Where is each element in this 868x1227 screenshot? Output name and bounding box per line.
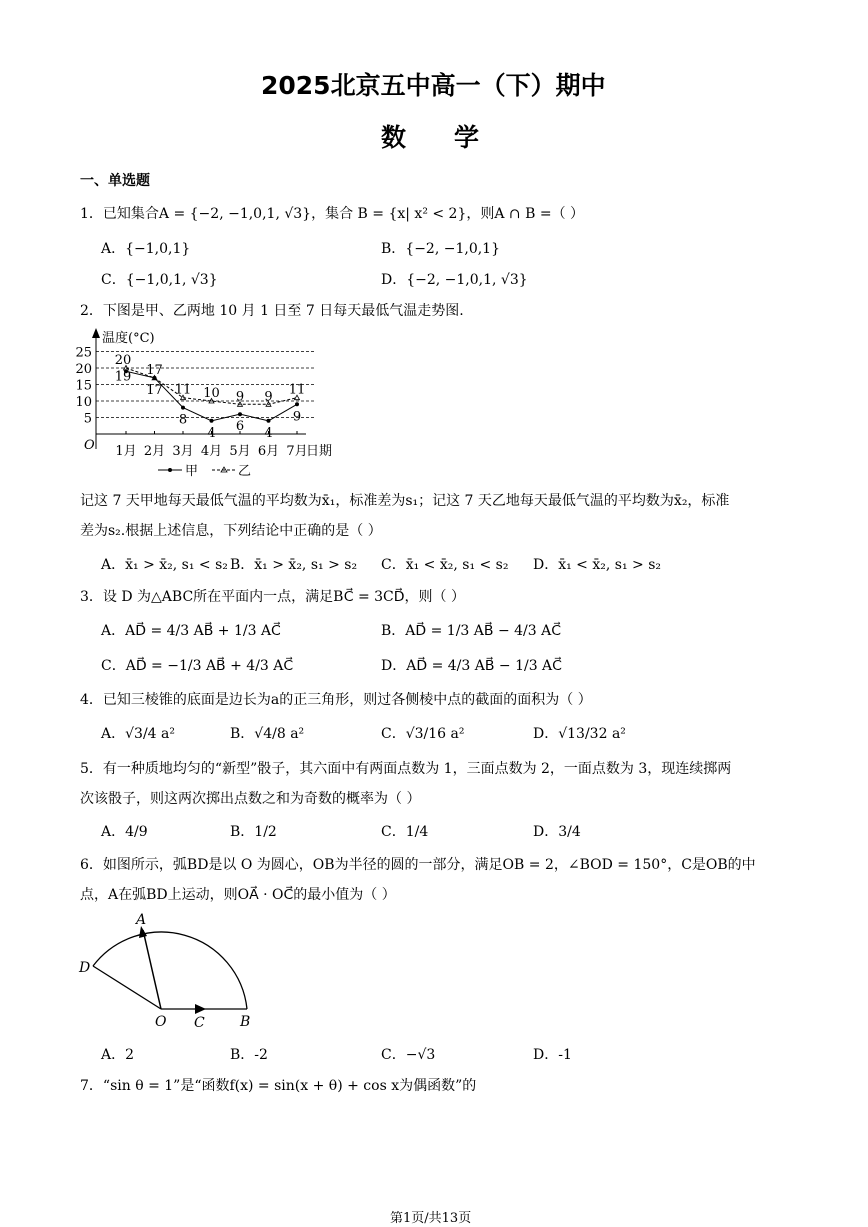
y-tick-label: 5 xyxy=(83,411,92,427)
vector-oc-arrow-icon xyxy=(195,1004,206,1014)
data-point-jia xyxy=(210,419,214,423)
x-tick-label: 4月 xyxy=(200,444,223,459)
data-label-jia: 4 xyxy=(264,425,273,441)
y-tick-label: 15 xyxy=(75,378,92,394)
data-label-yi: 11 xyxy=(288,382,306,398)
data-label-jia: 17 xyxy=(146,382,163,398)
question-2-text-line2: 差为s₂.根据上述信息，下列结论中正确的是（ ） xyxy=(80,523,382,539)
question-4-option-d: D．√13/32 a² xyxy=(533,726,626,742)
question-2-option-a: A．x̄₁ > x̄₂, s₁ < s₂ xyxy=(101,557,228,573)
exam-title: 2025北京五中高一（下）期中 xyxy=(261,71,606,100)
arc-figure xyxy=(75,908,265,1033)
section-heading: 一、单选题 xyxy=(80,173,150,189)
subject-title: 数学 xyxy=(381,123,528,152)
x-tick-label: 6月 xyxy=(257,444,280,459)
data-label-jia: 8 xyxy=(178,412,188,428)
question-3-option-b: B．AD⃗ = 1/3 AB⃗ − 4/3 AC⃗ xyxy=(381,623,562,639)
data-label-jia: 19 xyxy=(114,369,132,385)
data-label-yi: 20 xyxy=(114,353,132,368)
data-point-jia xyxy=(181,406,185,410)
page-footer: 第1页/共13页 xyxy=(390,1211,472,1226)
temperature-chart xyxy=(75,324,358,484)
question-6-option-b: B．-2 xyxy=(230,1047,268,1063)
question-4-stem: 4．已知三棱锥的底面是边长为a的正三角形，则过各侧棱中点的截面的面积为（ ） xyxy=(80,692,592,708)
question-5-option-a: A．4/9 xyxy=(101,824,148,840)
question-2-option-d: D．x̄₁ < x̄₂, s₁ > s₂ xyxy=(533,557,661,573)
question-2-option-b: B．x̄₁ > x̄₂, s₁ > s₂ xyxy=(230,557,358,573)
question-1-stem: 1．已知集合A = {−2, −1,0,1, √3}，集合 B = {x| x² < 2}，则A ∩ B =（ ） xyxy=(80,206,585,222)
data-point-jia xyxy=(267,419,271,423)
data-label-yi: 17 xyxy=(146,362,163,378)
legend-marker-jia xyxy=(168,468,172,472)
arc-bd xyxy=(93,932,247,1009)
question-5-stem-line2: 次该骰子，则这两次掷出点数之和为奇数的概率为（ ） xyxy=(80,791,421,807)
question-4-option-b: B．√4/8 a² xyxy=(230,726,305,742)
x-tick-label: 2月 xyxy=(143,444,166,459)
question-3-option-c: C．AD⃗ = −1/3 AB⃗ + 4/3 AC⃗ xyxy=(101,658,294,674)
x-axis-label: 日期 xyxy=(306,444,333,459)
y-axis-arrow-icon xyxy=(92,328,100,338)
data-label-jia: 4 xyxy=(207,425,216,441)
point-d-label: D xyxy=(79,960,91,976)
question-2-option-c: C．x̄₁ < x̄₂, s₁ < s₂ xyxy=(381,557,509,573)
data-label-yi: 10 xyxy=(203,386,220,401)
legend-label-jia: 甲 xyxy=(185,464,199,479)
data-label-yi: 9 xyxy=(235,389,245,405)
data-label-jia: 9 xyxy=(292,409,302,425)
question-6-option-c: C．−√3 xyxy=(381,1047,436,1063)
y-tick-label: 20 xyxy=(75,362,92,377)
x-tick-label: 7月 xyxy=(286,444,308,459)
question-2-text-line1: 记这 7 天甲地每天最低气温的平均数为x̄₁，标准差为s₁；记这 7 天乙地每天最低气温的平均数为x̄₂，标准 xyxy=(80,493,730,509)
x-tick-label: 1月 xyxy=(115,444,137,459)
data-label-jia: 6 xyxy=(235,419,245,435)
data-label-yi: 11 xyxy=(174,382,192,398)
question-3-option-d: D．AD⃗ = 4/3 AB⃗ − 1/3 AC⃗ xyxy=(381,658,562,674)
question-4-option-c: C．√3/16 a² xyxy=(381,726,465,742)
x-tick-label: 5月 xyxy=(229,444,251,459)
question-1-option-b: B．{−2, −1,0,1} xyxy=(381,241,500,257)
data-point-jia xyxy=(295,402,299,406)
question-5-option-b: B．1/2 xyxy=(230,824,277,840)
point-b-label: B xyxy=(240,1014,251,1030)
question-1-option-a: A．{−1,0,1} xyxy=(101,241,191,257)
question-1-option-c: C．{−1,0,1, √3} xyxy=(101,272,218,288)
question-3-option-a: A．AD⃗ = 4/3 AB⃗ + 1/3 AC⃗ xyxy=(101,623,281,639)
point-a-label: A xyxy=(136,912,147,928)
question-6-option-d: D．-1 xyxy=(533,1047,572,1063)
point-o-label: O xyxy=(155,1014,167,1030)
question-2-stem: 2．下图是甲、乙两地 10 月 1 日至 7 日每天最低气温走势图. xyxy=(80,303,464,319)
question-1-option-d: D．{−2, −1,0,1, √3} xyxy=(381,272,528,288)
point-c-label: C xyxy=(194,1015,205,1031)
segment-od xyxy=(93,966,161,1009)
y-tick-label: 10 xyxy=(75,395,92,410)
question-4-option-a: A．√3/4 a² xyxy=(101,726,175,742)
data-label-yi: 9 xyxy=(264,389,273,405)
origin-label: O xyxy=(84,438,95,453)
question-5-option-c: C．1/4 xyxy=(381,824,429,840)
question-5-stem-line1: 5．有一种质地均匀的“新型”骰子，其六面中有两面点数为 1，三面点数为 2，一面点数为 3，现连续掷两 xyxy=(80,761,732,777)
question-6-stem-line2: 点，A在弧BD上运动，则OA⃗ · OC⃗的最小值为（ ） xyxy=(80,887,396,903)
y-axis-label: 温度(°C) xyxy=(102,331,155,346)
question-3-stem: 3．设 D 为△ABC所在平面内一点，满足BC⃗ = 3CD⃗，则（ ） xyxy=(80,589,465,605)
question-6-stem-line1: 6．如图所示，弧BD是以 O 为圆心，OB为半径的圆的一部分，满足OB = 2，∠BOD = 150°，C是OB的中 xyxy=(80,857,756,873)
data-point-jia xyxy=(238,412,242,416)
question-6-option-a: A．2 xyxy=(101,1047,135,1063)
legend-label-yi: 乙 xyxy=(238,464,252,479)
question-5-option-d: D．3/4 xyxy=(533,824,581,840)
y-tick-label: 25 xyxy=(75,345,92,361)
question-7-stem: 7．“sin θ = 1”是“函数f(x) = sin(x + θ) + cos x为偶函数”的 xyxy=(80,1078,477,1094)
vector-oa xyxy=(143,930,161,1009)
x-tick-label: 3月 xyxy=(172,444,194,459)
